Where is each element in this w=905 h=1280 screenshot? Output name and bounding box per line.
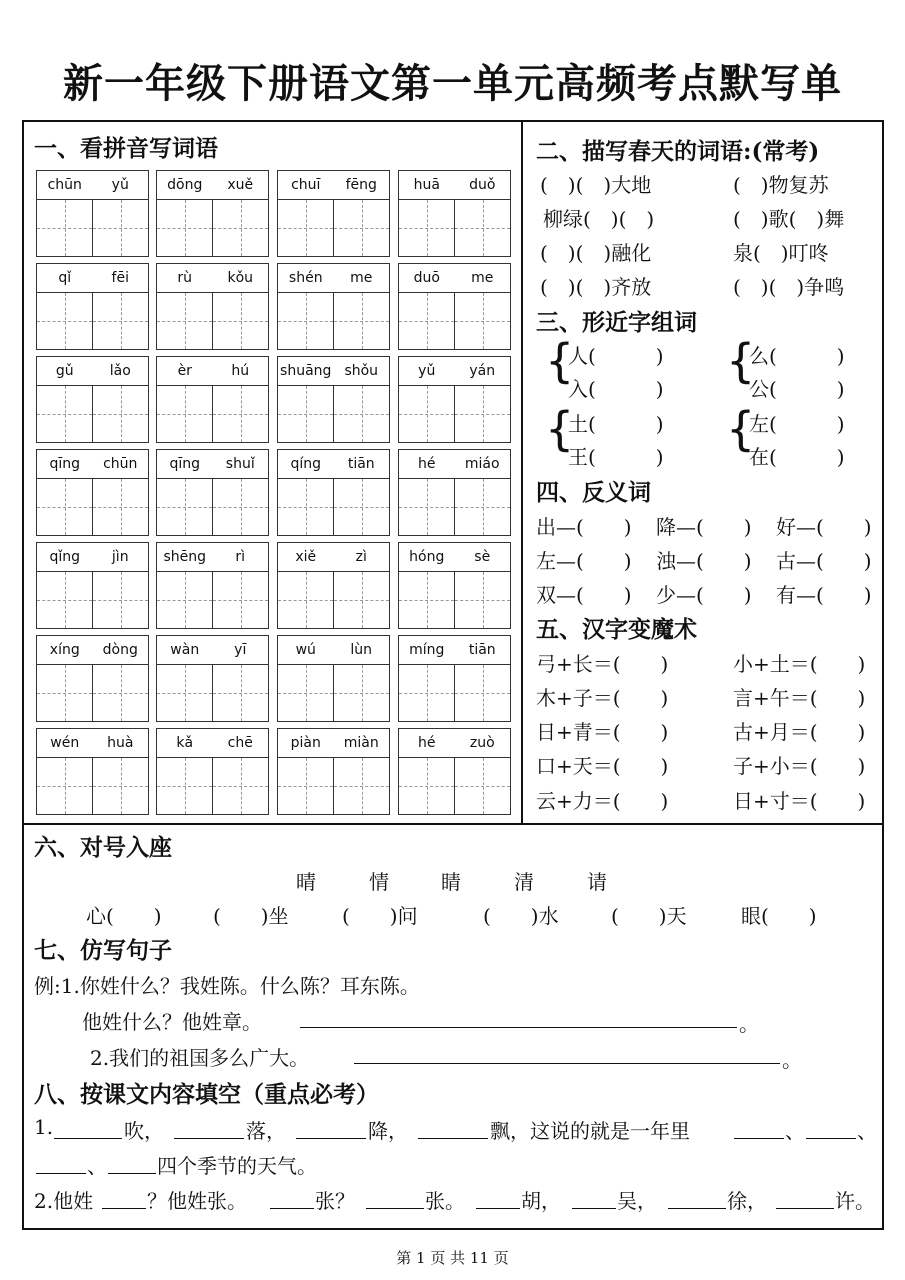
pinyin-syllable: yán <box>469 363 496 379</box>
pinyin-syllable: duō <box>413 270 440 286</box>
pinyin-syllable: yǔ <box>418 363 436 379</box>
char-magic-item: 子+小＝( ) <box>733 754 866 778</box>
pinyin-syllable: chē <box>227 735 253 751</box>
similar-char-item: 么( ) <box>749 344 845 368</box>
writing-grid <box>277 200 390 257</box>
pinyin-syllable: zuò <box>469 735 495 751</box>
tian-zi-cell <box>157 479 213 535</box>
tian-zi-cell <box>334 200 389 256</box>
antonym-item: 古—( ) <box>776 549 872 573</box>
match-blank: ( )水 <box>483 904 559 928</box>
tian-zi-cell <box>37 758 93 814</box>
fill-text: 飘，这说的就是一年里 <box>490 1119 690 1143</box>
writing-grid <box>36 386 149 443</box>
pinyin-syllable: zì <box>355 549 367 565</box>
tian-zi-cell <box>455 572 510 628</box>
option-char: 睛 <box>441 870 461 894</box>
pinyin-word-box <box>398 542 511 629</box>
pinyin-word-box <box>156 170 269 257</box>
pinyin-word-box <box>277 263 390 350</box>
pinyin-row <box>277 635 390 665</box>
pinyin-syllable: qǐng <box>49 549 81 565</box>
pinyin-syllable: shuāng <box>280 363 332 379</box>
section3-heading: 三、形近字组词 <box>536 309 697 336</box>
pinyin-syllable: gǔ <box>55 363 74 379</box>
pinyin-word-box <box>398 635 511 722</box>
spring-words-item: ( )物复苏 <box>733 173 829 197</box>
pinyin-word-box <box>277 170 390 257</box>
pinyin-syllable: shén <box>288 270 323 286</box>
writing-grid <box>398 293 511 350</box>
answer-line <box>734 1138 784 1139</box>
tian-zi-cell <box>455 386 510 442</box>
example-sentence: 例:1.你姓什么？我姓陈。什么陈？耳东陈。 <box>34 974 420 998</box>
tian-zi-cell <box>213 293 268 349</box>
pinyin-word-box <box>156 542 269 629</box>
fill-text: 张。 <box>425 1189 465 1213</box>
pinyin-syllable: qíng <box>290 456 322 472</box>
pinyin-row <box>277 170 390 200</box>
tian-zi-cell <box>93 479 148 535</box>
pinyin-syllable: hóng <box>409 549 445 565</box>
spring-words-item: ( )( )融化 <box>540 241 652 265</box>
pinyin-word-box <box>36 356 149 443</box>
char-magic-item: 弓+长＝( ) <box>536 652 669 676</box>
pinyin-syllable: rù <box>177 270 193 286</box>
writing-grid <box>277 758 390 815</box>
spring-words-item: ( )( )争鸣 <box>733 275 845 299</box>
tian-zi-cell <box>157 293 213 349</box>
tian-zi-cell <box>278 479 334 535</box>
fill-text: 2.他姓 <box>34 1189 94 1213</box>
pinyin-syllable: fēng <box>345 177 377 193</box>
fill-text: 吴， <box>617 1189 657 1213</box>
spring-words-item: ( )( )大地 <box>540 173 652 197</box>
tian-zi-cell <box>93 200 148 256</box>
fill-text: ？他姓张。 <box>147 1189 247 1213</box>
fill-text: 、 <box>857 1119 877 1143</box>
pinyin-word-box <box>36 263 149 350</box>
answer-line <box>418 1138 488 1139</box>
pinyin-syllable: sè <box>474 549 491 565</box>
fill-text: 1. <box>34 1115 54 1139</box>
writing-grid <box>156 572 269 629</box>
pinyin-row <box>156 635 269 665</box>
pinyin-row <box>156 728 269 758</box>
pinyin-syllable: me <box>471 270 494 286</box>
tian-zi-cell <box>157 665 213 721</box>
char-magic-item: 口+天＝( ) <box>536 754 669 778</box>
writing-grid <box>277 572 390 629</box>
pinyin-row <box>36 170 149 200</box>
answer-line <box>354 1063 780 1064</box>
tian-zi-cell <box>157 200 213 256</box>
pinyin-syllable: qǐ <box>58 270 72 286</box>
section-divider <box>22 823 884 825</box>
pinyin-syllable: yǔ <box>111 177 129 193</box>
tian-zi-cell <box>278 386 334 442</box>
pinyin-word-box <box>36 635 149 722</box>
brace-icon: { <box>545 334 575 388</box>
tian-zi-cell <box>455 200 510 256</box>
answer-line <box>108 1173 156 1174</box>
tian-zi-cell <box>37 200 93 256</box>
pinyin-syllable: fēi <box>111 270 129 286</box>
pinyin-word-box <box>156 356 269 443</box>
char-magic-item: 古+月＝( ) <box>733 720 866 744</box>
pinyin-syllable: qīng <box>169 456 201 472</box>
section2-heading: 二、描写春天的词语:(常考) <box>536 138 820 165</box>
match-blank: ( )问 <box>342 904 418 928</box>
pinyin-syllable: wú <box>295 642 316 658</box>
tian-zi-cell <box>399 293 455 349</box>
pinyin-word-box <box>36 728 149 815</box>
tian-zi-cell <box>399 386 455 442</box>
tian-zi-cell <box>213 479 268 535</box>
tian-zi-cell <box>334 386 389 442</box>
pinyin-word-box <box>277 635 390 722</box>
pinyin-syllable: míng <box>409 642 445 658</box>
tian-zi-cell <box>93 758 148 814</box>
pinyin-row <box>156 356 269 386</box>
column-divider <box>521 120 523 824</box>
char-magic-item: 日+青＝( ) <box>536 720 669 744</box>
option-char: 清 <box>514 870 534 894</box>
tian-zi-cell <box>37 665 93 721</box>
writing-grid <box>277 386 390 443</box>
pinyin-word-box <box>156 263 269 350</box>
match-blank: ( )天 <box>611 904 687 928</box>
pinyin-word-box <box>277 449 390 536</box>
pinyin-syllable: hé <box>418 456 436 472</box>
tian-zi-cell <box>455 758 510 814</box>
writing-grid <box>398 200 511 257</box>
section1-heading: 一、看拼音写词语 <box>34 135 218 162</box>
section8-heading: 八、按课文内容填空（重点必考） <box>34 1081 379 1108</box>
antonym-item: 浊—( ) <box>656 549 752 573</box>
pinyin-row <box>398 263 511 293</box>
imitate-line-2: 2.我们的祖国多么广大。 <box>90 1046 310 1070</box>
pinyin-syllable: xiě <box>295 549 317 565</box>
period: 。 <box>782 1048 802 1072</box>
tian-zi-cell <box>278 758 334 814</box>
pinyin-syllable: èr <box>177 363 192 379</box>
pinyin-row <box>156 449 269 479</box>
similar-char-item: 人( ) <box>568 344 664 368</box>
writing-grid <box>156 386 269 443</box>
pinyin-row <box>156 170 269 200</box>
pinyin-syllable: chuī <box>291 177 321 193</box>
pinyin-row <box>277 356 390 386</box>
tian-zi-cell <box>399 758 455 814</box>
pinyin-syllable: hú <box>231 363 250 379</box>
tian-zi-cell <box>455 479 510 535</box>
pinyin-syllable: jìn <box>111 549 129 565</box>
brace-icon: { <box>726 334 756 388</box>
pinyin-word-box <box>36 542 149 629</box>
pinyin-syllable: chūn <box>47 177 82 193</box>
similar-char-item: 公( ) <box>749 377 845 401</box>
answer-line <box>572 1208 616 1209</box>
tian-zi-cell <box>213 758 268 814</box>
pinyin-syllable: dòng <box>102 642 138 658</box>
pinyin-word-box <box>398 356 511 443</box>
writing-grid <box>36 200 149 257</box>
similar-char-item: 王( ) <box>568 445 664 469</box>
tian-zi-cell <box>334 479 389 535</box>
fill-text: 四个季节的天气。 <box>157 1154 317 1178</box>
pinyin-grid <box>36 170 511 815</box>
tian-zi-cell <box>278 200 334 256</box>
pinyin-syllable: dōng <box>167 177 203 193</box>
pinyin-row <box>398 170 511 200</box>
pinyin-syllable: yī <box>234 642 247 658</box>
antonym-item: 少—( ) <box>656 583 752 607</box>
writing-grid <box>36 758 149 815</box>
section6-heading: 六、对号入座 <box>34 834 172 861</box>
answer-line <box>102 1208 146 1209</box>
tian-zi-cell <box>278 293 334 349</box>
answer-line <box>806 1138 856 1139</box>
pinyin-syllable: lùn <box>350 642 373 658</box>
pinyin-row <box>398 728 511 758</box>
spring-words-item: ( )( )齐放 <box>540 275 652 299</box>
section7-heading: 七、仿写句子 <box>34 937 172 964</box>
tian-zi-cell <box>334 665 389 721</box>
fill-text: 胡， <box>521 1189 561 1213</box>
similar-char-item: 在( ) <box>749 445 845 469</box>
antonym-item: 降—( ) <box>656 515 752 539</box>
pinyin-syllable: miáo <box>464 456 500 472</box>
pinyin-word-box <box>156 728 269 815</box>
section5-heading: 五、汉字变魔术 <box>536 616 697 643</box>
fill-text: 落， <box>246 1119 286 1143</box>
tian-zi-cell <box>334 293 389 349</box>
pinyin-word-box <box>398 449 511 536</box>
writing-grid <box>156 200 269 257</box>
tian-zi-cell <box>93 665 148 721</box>
pinyin-row <box>36 449 149 479</box>
pinyin-word-box <box>277 356 390 443</box>
tian-zi-cell <box>37 572 93 628</box>
char-magic-item: 小+土＝( ) <box>733 652 866 676</box>
brace-icon: { <box>726 402 756 456</box>
tian-zi-cell <box>157 758 213 814</box>
answer-line <box>776 1208 834 1209</box>
pinyin-syllable: huā <box>413 177 440 193</box>
pinyin-row <box>277 449 390 479</box>
fill-text: 张？ <box>315 1189 355 1213</box>
pinyin-syllable: lǎo <box>109 363 131 379</box>
pinyin-syllable: chūn <box>103 456 138 472</box>
tian-zi-cell <box>334 758 389 814</box>
pinyin-syllable: wén <box>50 735 80 751</box>
antonym-item: 有—( ) <box>776 583 872 607</box>
tian-zi-cell <box>455 293 510 349</box>
fill-text: 吹， <box>124 1119 164 1143</box>
period: 。 <box>739 1012 759 1036</box>
fill-text: 降， <box>368 1119 408 1143</box>
writing-grid <box>398 479 511 536</box>
pinyin-row <box>398 542 511 572</box>
pinyin-word-box <box>156 449 269 536</box>
tian-zi-cell <box>213 200 268 256</box>
pinyin-syllable: hé <box>418 735 436 751</box>
answer-line <box>300 1027 737 1028</box>
antonym-item: 左—( ) <box>536 549 632 573</box>
answer-line <box>476 1208 520 1209</box>
answer-line <box>296 1138 366 1139</box>
writing-grid <box>398 665 511 722</box>
pinyin-row <box>36 263 149 293</box>
pinyin-row <box>156 542 269 572</box>
pinyin-word-box <box>277 728 390 815</box>
answer-line <box>54 1138 122 1139</box>
fill-text: 、 <box>785 1119 805 1143</box>
answer-line <box>36 1173 86 1174</box>
pinyin-syllable: shǒu <box>344 363 379 379</box>
writing-grid <box>398 572 511 629</box>
tian-zi-cell <box>399 200 455 256</box>
pinyin-syllable: huà <box>107 735 134 751</box>
option-char: 请 <box>587 870 607 894</box>
pinyin-syllable: xíng <box>49 642 80 658</box>
match-blank: 眼( ) <box>741 904 817 928</box>
writing-grid <box>156 293 269 350</box>
char-magic-item: 言+午＝( ) <box>733 686 866 710</box>
answer-line <box>366 1208 424 1209</box>
pinyin-row <box>398 635 511 665</box>
pinyin-row <box>156 263 269 293</box>
pinyin-word-box <box>36 170 149 257</box>
char-magic-item: 木+子＝( ) <box>536 686 669 710</box>
page-footer: 第 1 页 共 11 页 <box>396 1249 509 1267</box>
tian-zi-cell <box>399 572 455 628</box>
fill-text: 、 <box>87 1154 107 1178</box>
brace-icon: { <box>545 402 575 456</box>
answer-line <box>270 1208 314 1209</box>
pinyin-syllable: miàn <box>343 735 379 751</box>
tian-zi-cell <box>157 386 213 442</box>
tian-zi-cell <box>278 572 334 628</box>
antonym-item: 好—( ) <box>776 515 872 539</box>
pinyin-syllable: piàn <box>290 735 321 751</box>
similar-char-item: 土( ) <box>568 412 664 436</box>
writing-grid <box>156 479 269 536</box>
similar-char-item: 左( ) <box>749 412 845 436</box>
writing-grid <box>36 293 149 350</box>
option-char: 情 <box>369 870 389 894</box>
option-char: 晴 <box>296 870 316 894</box>
pinyin-syllable: kǎ <box>176 735 194 751</box>
pinyin-word-box <box>398 263 511 350</box>
spring-words-item: 柳绿( )( ) <box>543 207 655 231</box>
tian-zi-cell <box>37 479 93 535</box>
pinyin-syllable: me <box>350 270 373 286</box>
tian-zi-cell <box>93 386 148 442</box>
tian-zi-cell <box>37 293 93 349</box>
section4-heading: 四、反义词 <box>536 479 651 506</box>
tian-zi-cell <box>213 665 268 721</box>
tian-zi-cell <box>213 386 268 442</box>
pinyin-syllable: tiān <box>468 642 496 658</box>
writing-grid <box>277 665 390 722</box>
tian-zi-cell <box>455 665 510 721</box>
tian-zi-cell <box>93 572 148 628</box>
answer-line <box>668 1208 726 1209</box>
pinyin-word-box <box>156 635 269 722</box>
imitate-line-1: 他姓什么？他姓章。 <box>82 1010 262 1034</box>
pinyin-syllable: qīng <box>49 456 81 472</box>
pinyin-row <box>277 542 390 572</box>
pinyin-syllable: duǒ <box>469 177 496 193</box>
writing-grid <box>36 479 149 536</box>
tian-zi-cell <box>334 572 389 628</box>
tian-zi-cell <box>399 479 455 535</box>
writing-grid <box>277 479 390 536</box>
pinyin-syllable: wàn <box>170 642 200 658</box>
pinyin-row <box>277 728 390 758</box>
pinyin-row <box>398 356 511 386</box>
char-magic-item: 日+寸＝( ) <box>733 789 866 813</box>
match-blank: ( )坐 <box>213 904 289 928</box>
char-magic-item: 云+力＝( ) <box>536 789 669 813</box>
pinyin-syllable: kǒu <box>227 270 254 286</box>
tian-zi-cell <box>157 572 213 628</box>
tian-zi-cell <box>399 665 455 721</box>
pinyin-syllable: tiān <box>347 456 375 472</box>
pinyin-word-box <box>398 728 511 815</box>
match-blank: 心( ) <box>86 904 162 928</box>
fill-text: 徐， <box>727 1189 767 1213</box>
pinyin-word-box <box>36 449 149 536</box>
pinyin-syllable: xuě <box>227 177 254 193</box>
pinyin-syllable: shēng <box>163 549 207 565</box>
similar-char-item: 入( ) <box>568 377 664 401</box>
antonym-item: 出—( ) <box>536 515 632 539</box>
antonym-item: 双—( ) <box>536 583 632 607</box>
pinyin-row <box>36 542 149 572</box>
tian-zi-cell <box>37 386 93 442</box>
answer-line <box>174 1138 244 1139</box>
writing-grid <box>277 293 390 350</box>
writing-grid <box>36 665 149 722</box>
tian-zi-cell <box>278 665 334 721</box>
pinyin-row <box>36 728 149 758</box>
pinyin-syllable: rì <box>235 549 246 565</box>
pinyin-word-box <box>277 542 390 629</box>
writing-grid <box>156 758 269 815</box>
tian-zi-cell <box>93 293 148 349</box>
pinyin-row <box>36 635 149 665</box>
writing-grid <box>398 386 511 443</box>
pinyin-row <box>398 449 511 479</box>
fill-text: 许。 <box>835 1189 875 1213</box>
writing-grid <box>156 665 269 722</box>
pinyin-row <box>277 263 390 293</box>
spring-words-item: 泉( )叮咚 <box>733 241 829 265</box>
writing-grid <box>36 572 149 629</box>
tian-zi-cell <box>213 572 268 628</box>
pinyin-row <box>36 356 149 386</box>
spring-words-item: ( )歌( )舞 <box>733 207 845 231</box>
page-title: 新一年级下册语文第一单元高频考点默写单 <box>63 60 842 107</box>
writing-grid <box>398 758 511 815</box>
pinyin-syllable: shuǐ <box>225 456 255 472</box>
pinyin-word-box <box>398 170 511 257</box>
